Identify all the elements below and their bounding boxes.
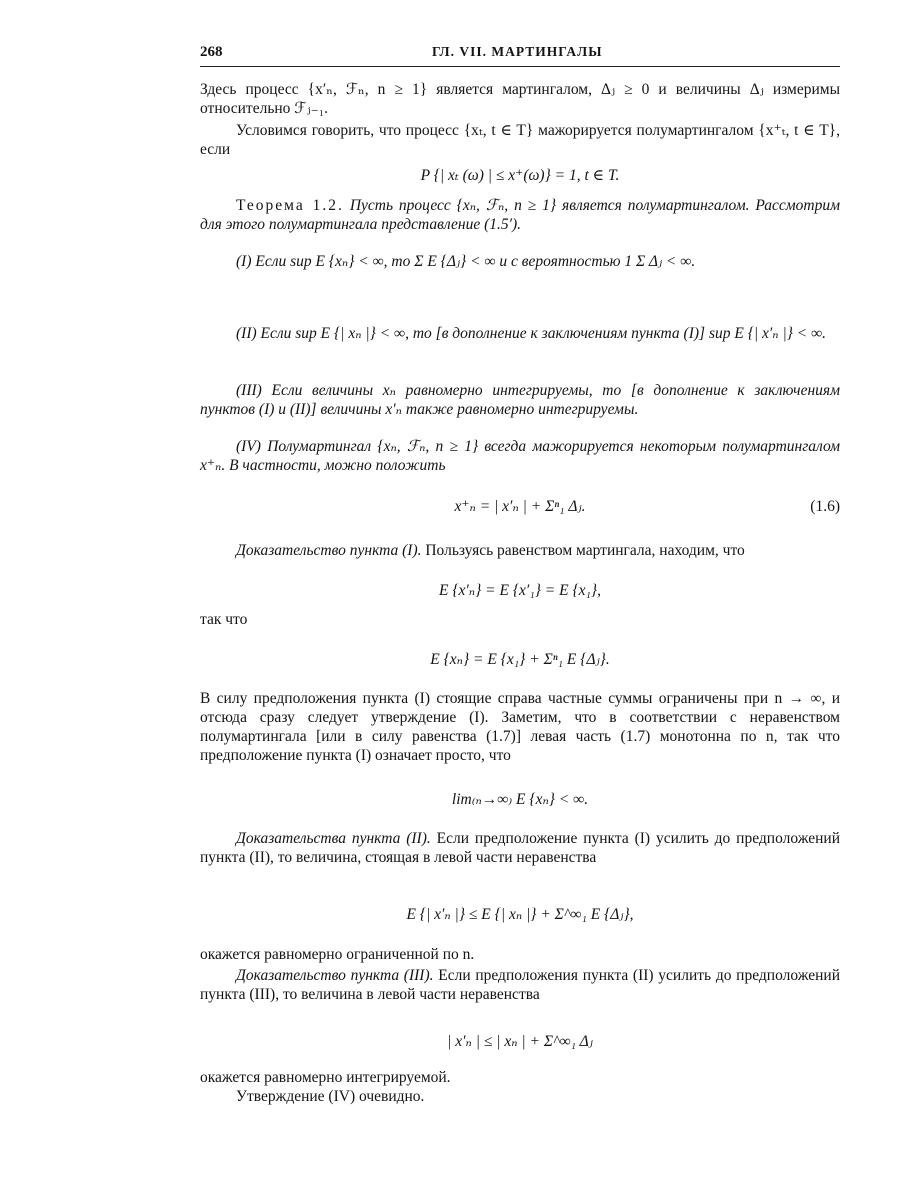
equation-inequality-1: E {| x′ₙ |} ≤ E {| xₙ |} + Σ^∞₁ E {Δⱼ},	[406, 906, 634, 923]
paragraph-bounded: окажется равномерно ограниченной по n.	[200, 946, 475, 963]
paragraph-majorize-def: Условимся говорить, что процесс {xₜ, t ∈ T} мажорируется полумартингалом {x⁺ₜ, t ∈ T}, если	[200, 122, 840, 158]
proof-2-label: Доказательства пункта (II).	[236, 830, 431, 847]
theorem-item-2: (II) Если sup E {| xₙ |} < ∞, то [в дополнение к заключениям пункта (I)] sup E {| x′ₙ |} < ∞.	[236, 325, 827, 342]
proof-3-paragraph	[200, 966, 840, 1004]
page-number: 268	[200, 44, 223, 60]
theorem-item-1: (I) Если sup E {xₙ} < ∞, то Σ E {Δⱼ} < ∞ и с вероятностью 1 Σ Δⱼ < ∞.	[236, 253, 696, 270]
paragraph-integrable: окажется равномерно интегрируемой.	[200, 1069, 451, 1086]
page-header	[200, 44, 840, 66]
equation-1-6-row	[200, 497, 840, 517]
equation-1-6: x⁺ₙ = | x′ₙ | + Σⁿ₁ Δⱼ.	[454, 498, 586, 515]
paragraph-statement-4: Утверждение (IV) очевидно.	[236, 1088, 425, 1105]
proof-3-label: Доказательство пункта (III).	[236, 967, 434, 984]
header-rule	[200, 66, 840, 67]
equation-majorize: P {| xₜ (ω) | ≤ x⁺(ω)} = 1, t ∈ T.	[420, 167, 620, 184]
theorem-block	[200, 196, 840, 234]
equation-number-1-6: (1.6)	[810, 498, 840, 515]
equation-inequality-2: | x′ₙ | ≤ | xₙ | + Σ^∞₁ Δⱼ	[447, 1033, 593, 1050]
proof-2-paragraph	[200, 829, 840, 867]
running-title: ГЛ. VII. МАРТИНГАЛЫ	[432, 44, 603, 59]
paragraph-assumption-1: В силу предположения пункта (I) стоящие справа частные суммы ограничены при n → ∞, и отсюда сразу следует утверждение (I). Заметим, что в соответствии с неравенством полумартингала [или в силу равенства (1.7)] левая часть (1.7) монотонна по n, так что предположение пункта (I) означает просто, что	[200, 690, 840, 764]
equation-martingale: E {x′ₙ} = E {x′₁} = E {x₁},	[439, 582, 601, 599]
equation-limit: lim₍ₙ→∞₎ E {xₙ} < ∞.	[451, 791, 589, 808]
proof-3-text: Если предположения пункта (II) усилить до предположений пункта (III), то величина в левой части неравенства	[200, 967, 840, 1003]
theorem-item-3: (III) Если величины xₙ равномерно интегрируемы, то [в дополнение к заключениям пунктов (I) и (II)] величины x′ₙ также равномерно интегрируемы.	[200, 382, 840, 418]
proof-1-label: Доказательство пункта (I).	[236, 542, 422, 559]
proof-1-paragraph	[200, 541, 840, 560]
theorem-item-4: (IV) Полумартингал {xₙ, ℱₙ, n ≥ 1} всегда мажорируется некоторым полумартингалом x⁺ₙ. В частности, можно положить	[200, 438, 840, 474]
proof-2-text: Если предположение пункта (I) усилить до предположений пункта (II), то величина, стоящая в левой части неравенства	[200, 830, 840, 866]
paragraph-martingale-def: Здесь процесс {x′ₙ, ℱₙ, n ≥ 1} является мартингалом, Δⱼ ≥ 0 и величины Δⱼ измеримы относительно ℱⱼ₋₁.	[200, 81, 840, 117]
theorem-statement: Пусть процесс {xₙ, ℱₙ, n ≥ 1} является полумартингалом. Рассмотрим для этого полумартингала представление (1.5′).	[200, 197, 840, 233]
proof-1-text: Пользуясь равенством мартингала, находим, что	[425, 542, 745, 559]
text-so-that: так что	[200, 611, 248, 628]
equation-1-7: E {xₙ} = E {x₁} + Σⁿ₁ E {Δⱼ}.	[430, 651, 610, 668]
theorem-label: Теорема 1.2.	[236, 197, 344, 214]
